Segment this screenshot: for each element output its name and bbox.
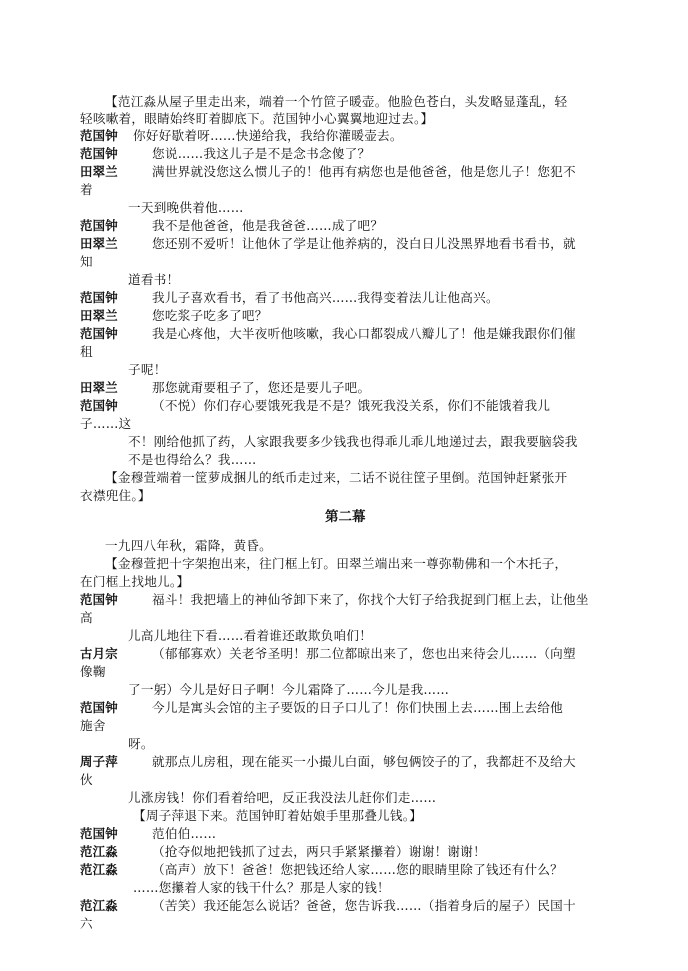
act-title: 第二幕 xyxy=(325,509,366,525)
dialogue-line: 着 xyxy=(80,182,93,197)
dialogue-line: 我儿子喜欢看书，看了书他高兴……我得变着法儿让他高兴。 xyxy=(152,290,499,305)
dialogue-line: 我是心疼他，大半夜听他咳嗽，我心口都裂成八瓣儿了！他是嫌我跟你们催 xyxy=(152,326,576,341)
dialogue-line: 那您就甭要租子了，您还是要儿子吧。 xyxy=(152,380,371,395)
speaker-name: 范国钟 xyxy=(80,398,118,413)
dialogue-line: 伙 xyxy=(80,772,93,787)
speaker-name: 范江淼 xyxy=(80,898,118,913)
stage-direction: 衣襟兜住。】 xyxy=(80,488,151,503)
dialogue-line: 子呢！ xyxy=(128,362,167,377)
speaker-name: 范国钟 xyxy=(80,128,118,143)
dialogue-line: 知 xyxy=(80,254,93,269)
dialogue-line: 儿高儿地往下看……看着谁还敢欺负咱们！ xyxy=(128,628,373,643)
dialogue-line: ……您攥着人家的钱干什么？那是人家的钱！ xyxy=(133,880,390,895)
dialogue-line: 像鞠 xyxy=(80,664,106,679)
dialogue-line: 子……这 xyxy=(80,416,132,431)
speaker-name: 范国钟 xyxy=(80,146,118,161)
speaker-name: 范江淼 xyxy=(80,844,118,859)
dialogue-line: 六 xyxy=(80,916,93,931)
speaker-name: 范国钟 xyxy=(80,826,118,841)
dialogue-line: 租 xyxy=(80,344,93,359)
dialogue-line: 施舍 xyxy=(80,718,106,733)
speaker-name: 范国钟 xyxy=(80,218,118,233)
speaker-name: 范国钟 xyxy=(80,700,118,715)
dialogue-line: 我不是他爸爸，他是我爸爸……成了吧？ xyxy=(152,218,384,233)
dialogue-line: 您吃浆子吃多了吧？ xyxy=(152,308,268,323)
speaker-name: 范国钟 xyxy=(80,326,118,341)
dialogue-line: 您说……我这儿子是不是念书念傻了？ xyxy=(152,146,371,161)
dialogue-line: 您还别不爱听！让他休了学是让他养病的，没白日儿没黑界地看书看书，就 xyxy=(152,236,576,251)
dialogue-line: （抢夺似地把钱抓了过去，两只手紧紧攥着）谢谢！谢谢！ xyxy=(152,844,486,859)
dialogue-line: 呀。 xyxy=(128,736,154,751)
stage-direction: 【周子萍退下来。范国钟盯着姑娘手里那叠儿钱。】 xyxy=(133,808,423,823)
dialogue-line: 福斗！我把墙上的神仙爷卸下来了，你找个大钉子给我捉到门框上去，让他坐 xyxy=(152,592,589,607)
dialogue-line: 道看书！ xyxy=(128,272,180,287)
dialogue-line: （郁郁寡欢）关老爷圣明！那二位都晾出来了，您也出来待会儿……（向塑 xyxy=(152,646,576,661)
dialogue-line: 不是也得给么？我…… xyxy=(128,452,257,467)
stage-direction: 在门框上找地儿。】 xyxy=(80,574,190,589)
dialogue-line: 今儿是寓头会馆的主子要饭的日子口儿了！你们快围上去……围上去给他 xyxy=(152,700,563,715)
dialogue-line: 儿涨房钱！你们看着给吧，反正我没法儿赶你们走…… xyxy=(128,790,437,805)
speaker-name: 田翠兰 xyxy=(80,236,118,251)
stage-direction: 【金穆萱端着一筐萝成捆儿的纸币走过来，二话不说往筐子里倒。范国钟赶紧张开 xyxy=(105,470,568,485)
speaker-name: 田翠兰 xyxy=(80,380,118,395)
dialogue-line: 范伯伯…… xyxy=(152,826,217,841)
dialogue-line: 高 xyxy=(80,610,93,625)
speaker-name: 范国钟 xyxy=(80,592,118,607)
dialogue-line: 不！刚给他抓了药，人家跟我要多少钱我也得乖儿乖儿地递过去，跟我要脑袋我 xyxy=(128,434,578,449)
speaker-name: 周子萍 xyxy=(80,754,118,769)
speaker-name: 古月宗 xyxy=(80,646,118,661)
speaker-name: 范国钟 xyxy=(80,290,118,305)
speaker-name: 范江淼 xyxy=(80,862,118,877)
stage-direction: 【范江淼从屋子里走出来，端着一个竹笸子暖壶。他脸色苍白，头发略显蓬乱，轻 xyxy=(105,94,568,109)
dialogue-line: 满世界就没您这么惯儿子的！他再有病您也是他爸爸，他是您儿子！您犯不 xyxy=(152,164,576,179)
dialogue-line: 一天到晚供着他…… xyxy=(128,200,244,215)
dialogue-line: （苦笑）我还能怎么说话？爸爸，您告诉我……（指着身后的屋子）民国十 xyxy=(152,898,576,913)
dialogue-line: 了一躬）今儿是好日子啊！今儿霜降了……今儿是我…… xyxy=(128,682,450,697)
dialogue-line: （不悦）你们存心要饿死我是不是？饿死我没关系，你们不能饿着我儿 xyxy=(152,398,551,413)
speaker-name: 田翠兰 xyxy=(80,164,118,179)
dialogue-line: 你好好歇着呀……快递给我，我给你灌暖壶去。 xyxy=(133,128,403,143)
dialogue-line: （高声）放下！爸爸！您把钱还给人家……您的眼睛里除了钱还有什么？ xyxy=(152,862,563,877)
scene-setting: 一九四八年秋，霜降，黄昏。 xyxy=(105,538,272,553)
stage-direction: 轻咳嗽着，眼睛始终盯着脚底下。范国钟小心翼翼地迎过去。】 xyxy=(80,111,434,126)
stage-direction: 【金穆萱把十字架抱出来，往门框上钉。田翠兰端出来一尊弥勒佛和一个木托子， xyxy=(105,556,568,571)
speaker-name: 田翠兰 xyxy=(80,308,118,323)
dialogue-line: 就那点儿房租，现在能买一小撮儿白面，够包俩饺子的了，我都赶不及给大 xyxy=(152,754,576,769)
